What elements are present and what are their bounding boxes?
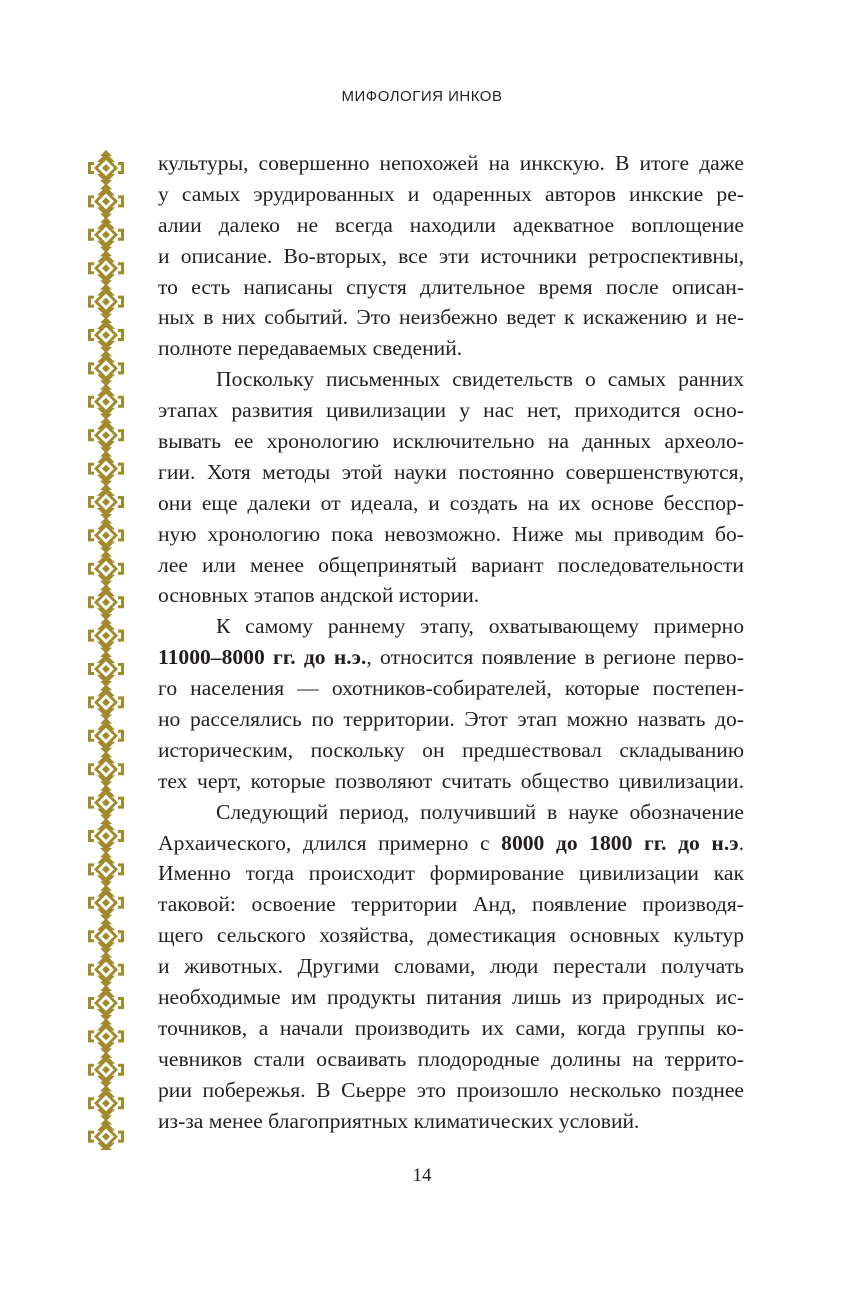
text-line: историческим, поскольку он предшествовал складыванию [158, 737, 744, 762]
ornament-motif-icon [88, 985, 124, 1021]
ornament-motif-icon [88, 818, 124, 854]
ornament-motif-icon [88, 451, 124, 487]
text-line: необходимые им продукты питания лишь из природных ис- [158, 985, 744, 1010]
text-line: у самых эрудированных и одаренных авторов инкские ре- [158, 181, 744, 206]
ornament-motif-icon [88, 1052, 124, 1088]
paragraph [158, 364, 744, 611]
text-line [158, 642, 744, 673]
ornament-motif-icon [88, 952, 124, 988]
text-line: Поскольку письменных свидетельств о самых ранних [216, 367, 744, 392]
text-line: этапах развития цивилизации у нас нет, приходится осно- [158, 398, 744, 423]
text-fragment: , относится появление в регионе перво- [366, 645, 744, 670]
text-line: из-за менее благоприятных климатических условий. [158, 1108, 640, 1133]
ornament-motif-icon [88, 517, 124, 553]
ornament-motif-icon [88, 350, 124, 386]
paragraph [158, 148, 744, 364]
text-line: ную хронологию пока невозможно. Ниже мы приводим бо- [158, 521, 744, 546]
ornament-motif-icon [88, 1119, 124, 1150]
date-range: 8000 до 1800 гг. до н.э [501, 830, 739, 855]
date-range: 11000–8000 гг. до н.э. [158, 645, 367, 670]
text-line: ных в них событий. Это неизбежно ведет к искажению и не- [158, 305, 744, 330]
ornament-motif-icon [88, 284, 124, 320]
text-line: лее или менее общепринятый вариант последовательности [158, 552, 744, 577]
text-line: Именно тогда происходит формирование цивилизации как [158, 861, 744, 886]
ornament-motif-icon [88, 584, 124, 620]
ornament-motif-icon [88, 417, 124, 453]
ornament-motif-icon [88, 618, 124, 654]
text-line: но расселялись по территории. Этот этап можно назвать до- [158, 707, 744, 732]
running-head: МИФОЛОГИЯ ИНКОВ [341, 88, 503, 105]
ornament-motif-icon [88, 718, 124, 754]
paragraph [158, 611, 744, 796]
paragraph [158, 797, 744, 1137]
ornament-border-icon [86, 150, 126, 1150]
ornament-motif-icon [88, 785, 124, 821]
ornament-motif-icon [88, 317, 124, 353]
ornament-motif-icon [88, 217, 124, 253]
text-line: то есть написаны спустя длительное время после описан- [158, 274, 744, 299]
text-line: и описание. Во-вторых, все эти источники ретроспективны, [158, 243, 744, 268]
text-line: алии далеко не всегда находили адекватное воплощение [158, 212, 744, 237]
text-line: щего сельского хозяйства, доместикация основных культур [158, 923, 744, 948]
ornament-motif-icon [88, 751, 124, 787]
text-line: точников, а начали производить их сами, когда группы ко- [158, 1015, 744, 1040]
text-fragment: Архаического, длился примерно с [158, 830, 502, 855]
text-line: гии. Хотя методы этой науки постоянно совершенствуются, [158, 459, 744, 484]
ornament-motif-icon [88, 384, 124, 420]
ornament-motif-icon [88, 250, 124, 286]
ornament-motif-icon [88, 885, 124, 921]
text-line [158, 828, 744, 859]
text-line: К самому раннему этапу, охватывающему примерно [216, 614, 744, 639]
text-line: тех черт, которые позволяют считать общество цивилизации. [158, 768, 744, 793]
ornament-motif-icon [88, 918, 124, 954]
ornament-motif-icon [88, 150, 124, 186]
body-text [158, 148, 744, 1137]
ornament-motif-icon [88, 551, 124, 587]
ornament-motif-icon [88, 684, 124, 720]
text-line: рии побережья. В Сьерре это произошло несколько позднее [158, 1077, 744, 1102]
text-line: вывать ее хронологию исключительно на данных археоло- [158, 429, 744, 454]
text-line: чевников стали осваивать плодородные долины на террито- [158, 1046, 744, 1071]
ornament-motif-icon [88, 484, 124, 520]
text-fragment: . [738, 830, 744, 855]
ornament-motif-icon [88, 851, 124, 887]
text-line: полноте передаваемых сведений. [158, 336, 463, 361]
text-line: и животных. Другими словами, люди перестали получать [158, 954, 744, 979]
text-line: го населения — охотников-собирателей, которые постепен- [158, 676, 744, 701]
text-line: Следующий период, получивший в науке обозначение [216, 799, 744, 824]
text-line: основных этапов андской истории. [158, 583, 480, 608]
text-line: культуры, совершенно непохожей на инкскую. В итоге даже [158, 151, 744, 175]
text-line: таковой: освоение территории Анд, появление производя- [158, 892, 744, 917]
page-number: 14 [412, 1165, 432, 1186]
ornament-motif-icon [88, 183, 124, 219]
text-line: они еще далеки от идеала, и создать на их основе бесспор- [158, 490, 744, 515]
ornament-motif-icon [88, 1018, 124, 1054]
ornament-motif-icon [88, 1085, 124, 1121]
ornament-motif-icon [88, 651, 124, 687]
